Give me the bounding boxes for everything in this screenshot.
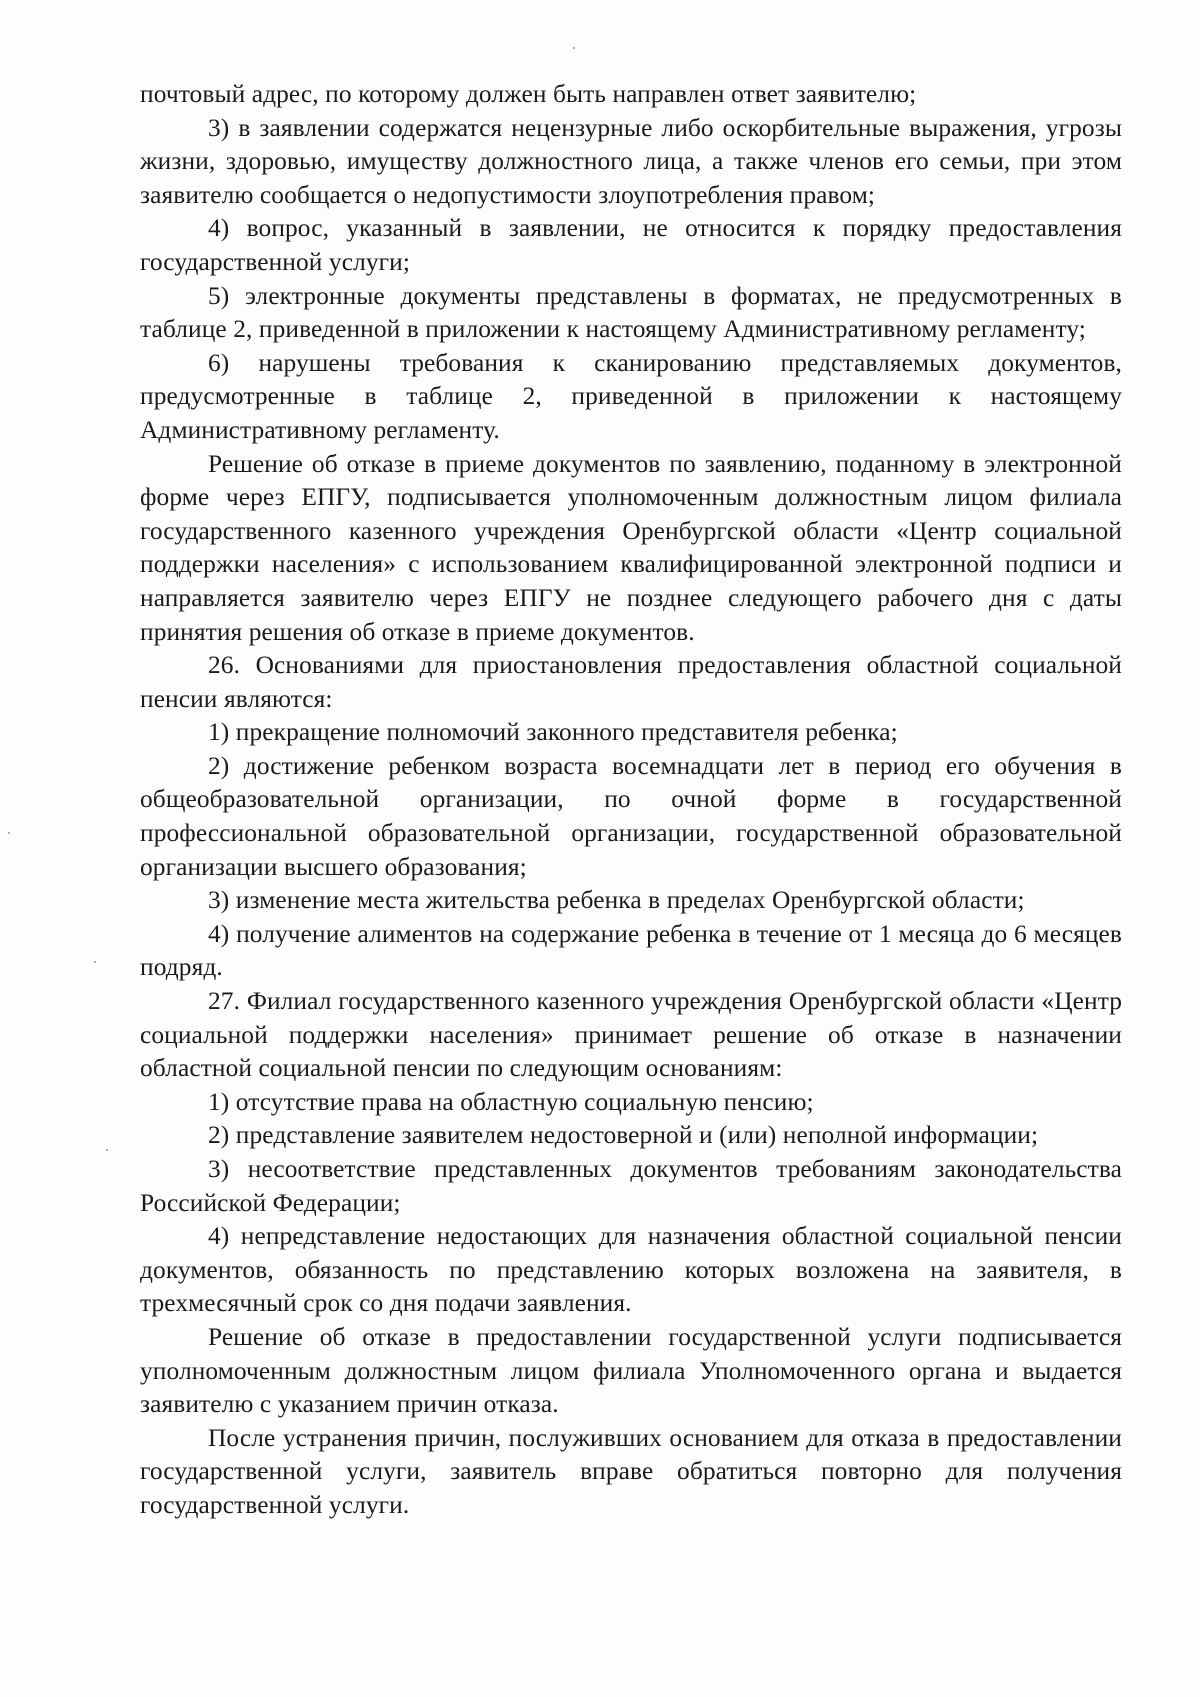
document-body [140,78,1122,1523]
paragraph-refusal-service: Решение об отказе в предоставлении государственной услуги подписывается уполномоченным должностным лицом филиала Уполномоченного органа и выдается заявителю с указанием причин отказа. [140,1322,1122,1419]
paragraph-item-5-formats: 5) электронные документы представлены в форматах, не предусмотренных в таблице 2, приведенной в приложении к настоящему Административному регламенту; [140,281,1122,344]
paragraph-item-4-question: 4) вопрос, указанный в заявлении, не относится к порядку предоставления государственной услуги; [140,214,1122,276]
paragraph-27-item-2: 2) представление заявителем недостоверной и (или) неполной информации; [208,1121,1039,1150]
paragraph-postal-address: почтовый адрес, по которому должен быть направлен ответ заявителю; [140,80,917,108]
paragraph-26-item-4: 4) получение алиментов на содержание ребенка в течение от 1 месяца до 6 месяцев подряд. [140,919,1122,982]
paragraph-26-item-3: 3) изменение места жительства ребенка в пределах Оренбургской области; [208,886,1025,915]
paragraph-item-6-scanning: 6) нарушены требования к сканированию представляемых документов, предусмотренные в таблице 2, приведенной в приложении к настоящему Административному регламенту. [140,348,1122,444]
paragraph-section-27: 27. Филиал государственного казенного учреждения Оренбургской области «Центр социальной поддержки населения» принимает решение об отказе в назначении областной социальной пенсии по следующим основаниям: [140,987,1122,1083]
paragraph-27-item-3: 3) несоответствие представленных документов требованиям законодательства Российской Федерации; [140,1155,1122,1217]
scan-speck [106,1149,108,1151]
paragraph-27-item-4: 4) непредставление недостающих для назначения областной социальной пенсии документов, обязанность по представлению которых возложена на заявителя, в трехмесячный срок со дня подачи заявления. [140,1222,1122,1318]
paragraph-27-item-1: 1) отсутствие права на областную социальную пенсию; [208,1087,814,1116]
paragraph-item-3-obscene: 3) в заявлении содержатся нецензурные либо оскорбительные выражения, угрозы жизни, здоровью, имуществу должностного лица, а также членов его семьи, при этом заявителю сообщается о недопустимости злоупотребления правом; [140,113,1122,209]
scan-speck [8,832,10,834]
paragraph-reapply: После устранения причин, послуживших основанием для отказа в предоставлении государственной услуги, заявитель вправе обратиться повторно для получения государственной услуги. [140,1423,1122,1519]
scan-speck [94,961,96,963]
paragraph-section-26: 26. Основаниями для приостановления предоставления областной социальной пенсии являются: [140,651,1122,713]
paragraph-refusal-decision: Решение об отказе в приеме документов по заявлению, поданному в электронной форме через ЕПГУ, подписывается уполномоченным должностным лицом филиала государственного казенного учреждения Оренбургской области «Центр социальной поддержки населения» с использованием квалифицированной электронной подписи и направляется заявителю через ЕПГУ не позднее следующего рабочего дня с даты принятия решения об отказе в приеме документов. [140,449,1122,646]
paragraph-26-item-2: 2) достижение ребенком возраста восемнадцати лет в период его обучения в общеобразовательной организации, по очной форме в государственной профессиональной образовательной организации, государственной образовательной организации высшего образования; [140,751,1122,881]
paragraph-26-item-1: 1) прекращение полномочий законного представителя ребенка; [208,718,898,747]
scan-speck [573,47,575,49]
